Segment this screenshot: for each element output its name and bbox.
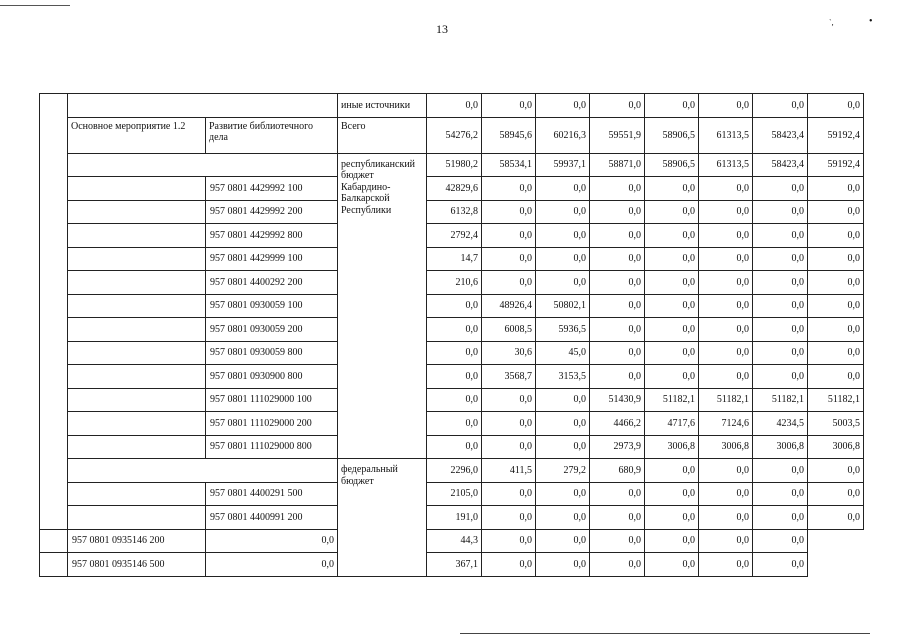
empty-cell xyxy=(68,459,338,483)
value-cell: 0,0 xyxy=(645,506,699,530)
value-cell: 5003,5 xyxy=(808,412,864,436)
value-cell: 210,6 xyxy=(427,271,482,295)
left-margin-cell xyxy=(40,94,68,530)
value-cell: 0,0 xyxy=(753,271,808,295)
value-cell: 0,0 xyxy=(645,482,699,506)
value-cell: 3568,7 xyxy=(482,365,536,389)
value-cell: 42829,6 xyxy=(427,177,482,201)
value-cell: 60216,3 xyxy=(536,117,590,153)
value-cell: 51182,1 xyxy=(753,388,808,412)
value-cell: 51430,9 xyxy=(590,388,645,412)
value-cell: 58906,5 xyxy=(645,117,699,153)
value-cell: 0,0 xyxy=(482,482,536,506)
value-cell: 411,5 xyxy=(482,459,536,483)
value-cell: 0,0 xyxy=(536,435,590,459)
empty-cell xyxy=(68,94,338,118)
budget-code-cell: 957 0801 4400292 200 xyxy=(206,271,338,295)
value-cell: 0,0 xyxy=(590,529,645,553)
value-cell: 45,0 xyxy=(536,341,590,365)
value-cell: 0,0 xyxy=(482,224,536,248)
value-cell: 0,0 xyxy=(699,506,753,530)
funding-source-cell: иные источники xyxy=(338,94,427,118)
value-cell: 58534,1 xyxy=(482,153,536,177)
value-cell: 0,0 xyxy=(808,247,864,271)
value-cell: 0,0 xyxy=(482,388,536,412)
table-row xyxy=(40,412,864,436)
value-cell: 0,0 xyxy=(753,94,808,118)
value-cell: 0,0 xyxy=(482,529,536,553)
empty-cell xyxy=(68,341,206,365)
table-row xyxy=(40,318,864,342)
value-cell: 0,0 xyxy=(427,412,482,436)
value-cell: 0,0 xyxy=(808,294,864,318)
budget-code-cell: 957 0801 111029000 200 xyxy=(206,412,338,436)
value-cell: 0,0 xyxy=(753,200,808,224)
table-row xyxy=(40,388,864,412)
value-cell: 0,0 xyxy=(536,271,590,295)
value-cell: 54276,2 xyxy=(427,117,482,153)
value-cell: 0,0 xyxy=(645,529,699,553)
empty-cell xyxy=(68,200,206,224)
scan-bottom-rule xyxy=(460,633,870,634)
scan-mark: • xyxy=(869,16,873,27)
value-cell: 14,7 xyxy=(427,247,482,271)
value-cell: 6132,8 xyxy=(427,200,482,224)
value-cell: 0,0 xyxy=(808,271,864,295)
table-row xyxy=(40,247,864,271)
value-cell: 3153,5 xyxy=(536,365,590,389)
value-cell: 0,0 xyxy=(206,553,338,577)
table-row xyxy=(40,153,864,177)
value-cell: 0,0 xyxy=(699,365,753,389)
budget-code-cell: 957 0801 4400291 500 xyxy=(206,482,338,506)
value-cell: 58906,5 xyxy=(645,153,699,177)
value-cell: 0,0 xyxy=(753,506,808,530)
value-cell: 0,0 xyxy=(645,365,699,389)
value-cell: 51182,1 xyxy=(699,388,753,412)
value-cell: 0,0 xyxy=(808,224,864,248)
value-cell: 59551,9 xyxy=(590,117,645,153)
activity-title-cell: Основное мероприятие 1.2 xyxy=(68,117,206,153)
value-cell: 0,0 xyxy=(753,341,808,365)
activity-name-cell: Развитие библиотечного дела xyxy=(206,117,338,153)
value-cell: 51980,2 xyxy=(427,153,482,177)
table-row xyxy=(40,271,864,295)
budget-code-cell: 957 0801 0930900 800 xyxy=(206,365,338,389)
table-row xyxy=(40,294,864,318)
value-cell: 279,2 xyxy=(536,459,590,483)
value-cell: 0,0 xyxy=(482,506,536,530)
value-cell: 0,0 xyxy=(590,224,645,248)
value-cell: 0,0 xyxy=(808,341,864,365)
value-cell: 30,6 xyxy=(482,341,536,365)
value-cell: 58423,4 xyxy=(753,117,808,153)
value-cell: 44,3 xyxy=(427,529,482,553)
value-cell: 2105,0 xyxy=(427,482,482,506)
value-cell: 4466,2 xyxy=(590,412,645,436)
value-cell: 51182,1 xyxy=(645,388,699,412)
empty-cell xyxy=(40,529,68,553)
empty-cell xyxy=(68,153,338,177)
value-cell: 0,0 xyxy=(699,318,753,342)
value-cell: 0,0 xyxy=(590,247,645,271)
value-cell: 51182,1 xyxy=(808,388,864,412)
value-cell: 0,0 xyxy=(753,529,808,553)
empty-cell xyxy=(68,224,206,248)
value-cell: 0,0 xyxy=(536,412,590,436)
value-cell: 0,0 xyxy=(536,224,590,248)
value-cell: 0,0 xyxy=(808,365,864,389)
value-cell: 0,0 xyxy=(482,200,536,224)
value-cell: 58871,0 xyxy=(590,153,645,177)
value-cell: 7124,6 xyxy=(699,412,753,436)
empty-cell xyxy=(68,318,206,342)
value-cell: 0,0 xyxy=(645,224,699,248)
empty-cell xyxy=(68,506,206,530)
value-cell: 0,0 xyxy=(753,247,808,271)
value-cell: 0,0 xyxy=(753,177,808,201)
value-cell: 0,0 xyxy=(699,94,753,118)
value-cell: 0,0 xyxy=(808,318,864,342)
table-row xyxy=(40,341,864,365)
value-cell: 0,0 xyxy=(206,529,338,553)
value-cell: 191,0 xyxy=(427,506,482,530)
value-cell: 0,0 xyxy=(590,177,645,201)
value-cell: 0,0 xyxy=(645,459,699,483)
value-cell: 0,0 xyxy=(427,435,482,459)
value-cell: 0,0 xyxy=(699,177,753,201)
value-cell: 0,0 xyxy=(645,247,699,271)
budget-code-cell: 957 0801 111029000 100 xyxy=(206,388,338,412)
budget-code-cell: 957 0801 0935146 200 xyxy=(68,529,206,553)
value-cell: 4234,5 xyxy=(753,412,808,436)
value-cell: 0,0 xyxy=(536,529,590,553)
value-cell: 367,1 xyxy=(427,553,482,577)
table-row xyxy=(40,459,864,483)
value-cell: 0,0 xyxy=(808,459,864,483)
value-cell: 680,9 xyxy=(590,459,645,483)
value-cell: 0,0 xyxy=(645,318,699,342)
empty-cell xyxy=(68,177,206,201)
value-cell: 0,0 xyxy=(753,294,808,318)
value-cell: 58945,6 xyxy=(482,117,536,153)
value-cell: 0,0 xyxy=(482,94,536,118)
budget-code-cell: 957 0801 0930059 200 xyxy=(206,318,338,342)
empty-cell xyxy=(68,435,206,459)
value-cell: 0,0 xyxy=(590,553,645,577)
value-cell: 0,0 xyxy=(753,553,808,577)
value-cell: 0,0 xyxy=(536,94,590,118)
value-cell: 0,0 xyxy=(645,271,699,295)
value-cell: 0,0 xyxy=(590,94,645,118)
value-cell: 0,0 xyxy=(427,94,482,118)
empty-cell xyxy=(68,247,206,271)
budget-code-cell: 957 0801 0930059 100 xyxy=(206,294,338,318)
value-cell: 0,0 xyxy=(699,341,753,365)
value-cell: 61313,5 xyxy=(699,117,753,153)
value-cell: 0,0 xyxy=(590,482,645,506)
value-cell: 5936,5 xyxy=(536,318,590,342)
value-cell: 0,0 xyxy=(808,200,864,224)
scan-mark: `, xyxy=(829,18,834,27)
value-cell: 0,0 xyxy=(590,271,645,295)
value-cell: 59192,4 xyxy=(808,153,864,177)
value-cell: 0,0 xyxy=(590,200,645,224)
value-cell: 0,0 xyxy=(699,553,753,577)
value-cell: 0,0 xyxy=(482,553,536,577)
table-row xyxy=(40,482,864,506)
page-number: 13 xyxy=(436,22,448,36)
table-row xyxy=(40,506,864,530)
funding-source-cell: республиканский бюджет Кабардино-Балкарской Республики xyxy=(338,153,427,459)
table-row xyxy=(40,529,864,553)
value-cell: 0,0 xyxy=(699,224,753,248)
value-cell: 6008,5 xyxy=(482,318,536,342)
value-cell: 61313,5 xyxy=(699,153,753,177)
table-row xyxy=(40,435,864,459)
budget-code-cell: 957 0801 4429999 100 xyxy=(206,247,338,271)
value-cell: 0,0 xyxy=(427,318,482,342)
value-cell: 0,0 xyxy=(427,341,482,365)
value-cell: 4717,6 xyxy=(645,412,699,436)
value-cell: 48926,4 xyxy=(482,294,536,318)
budget-code-cell: 957 0801 4429992 800 xyxy=(206,224,338,248)
value-cell: 0,0 xyxy=(808,94,864,118)
table-row xyxy=(40,94,864,118)
value-cell: 0,0 xyxy=(590,341,645,365)
value-cell: 0,0 xyxy=(482,271,536,295)
value-cell: 0,0 xyxy=(753,482,808,506)
value-cell: 0,0 xyxy=(645,177,699,201)
value-cell: 3006,8 xyxy=(753,435,808,459)
value-cell: 0,0 xyxy=(699,247,753,271)
empty-cell xyxy=(68,271,206,295)
value-cell: 0,0 xyxy=(699,459,753,483)
value-cell: 0,0 xyxy=(482,435,536,459)
empty-cell xyxy=(68,482,206,506)
value-cell: 0,0 xyxy=(753,365,808,389)
value-cell: 59192,4 xyxy=(808,117,864,153)
value-cell: 0,0 xyxy=(536,482,590,506)
table-row xyxy=(40,365,864,389)
value-cell: 0,0 xyxy=(753,459,808,483)
empty-cell xyxy=(68,365,206,389)
value-cell: 0,0 xyxy=(699,200,753,224)
budget-code-cell: 957 0801 111029000 800 xyxy=(206,435,338,459)
value-cell: 0,0 xyxy=(536,553,590,577)
value-cell: 2296,0 xyxy=(427,459,482,483)
value-cell: 0,0 xyxy=(699,294,753,318)
budget-code-cell: 957 0801 0935146 500 xyxy=(68,553,206,577)
value-cell: 0,0 xyxy=(645,553,699,577)
value-cell: 50802,1 xyxy=(536,294,590,318)
value-cell: 0,0 xyxy=(699,271,753,295)
value-cell: 3006,8 xyxy=(808,435,864,459)
table-row xyxy=(40,200,864,224)
value-cell: 0,0 xyxy=(536,247,590,271)
budget-code-cell: 957 0801 0930059 800 xyxy=(206,341,338,365)
budget-code-cell: 957 0801 4429992 100 xyxy=(206,177,338,201)
value-cell: 0,0 xyxy=(699,529,753,553)
value-cell: 0,0 xyxy=(536,200,590,224)
table-row xyxy=(40,224,864,248)
empty-cell xyxy=(68,294,206,318)
total-label-cell: Всего xyxy=(338,117,427,153)
value-cell: 58423,4 xyxy=(753,153,808,177)
value-cell: 0,0 xyxy=(536,388,590,412)
value-cell: 0,0 xyxy=(590,318,645,342)
value-cell: 0,0 xyxy=(590,294,645,318)
table-row xyxy=(40,177,864,201)
value-cell: 0,0 xyxy=(753,318,808,342)
value-cell: 0,0 xyxy=(590,506,645,530)
value-cell: 0,0 xyxy=(808,482,864,506)
empty-cell xyxy=(68,388,206,412)
value-cell: 0,0 xyxy=(753,224,808,248)
value-cell: 0,0 xyxy=(645,341,699,365)
table-row xyxy=(40,117,864,153)
value-cell: 0,0 xyxy=(808,506,864,530)
value-cell: 0,0 xyxy=(536,506,590,530)
scan-top-rule xyxy=(0,5,70,6)
table-row xyxy=(40,553,864,577)
value-cell: 0,0 xyxy=(482,177,536,201)
value-cell: 3006,8 xyxy=(645,435,699,459)
value-cell: 0,0 xyxy=(427,294,482,318)
value-cell: 0,0 xyxy=(427,365,482,389)
value-cell: 3006,8 xyxy=(699,435,753,459)
value-cell: 0,0 xyxy=(482,247,536,271)
empty-cell xyxy=(40,553,68,577)
value-cell: 0,0 xyxy=(590,365,645,389)
value-cell: 0,0 xyxy=(808,177,864,201)
budget-code-cell: 957 0801 4429992 200 xyxy=(206,200,338,224)
value-cell: 0,0 xyxy=(645,200,699,224)
value-cell: 0,0 xyxy=(427,388,482,412)
value-cell: 0,0 xyxy=(482,412,536,436)
value-cell: 2973,9 xyxy=(590,435,645,459)
value-cell: 0,0 xyxy=(645,294,699,318)
budget-table xyxy=(39,93,864,577)
value-cell: 0,0 xyxy=(645,94,699,118)
empty-cell xyxy=(68,412,206,436)
value-cell: 2792,4 xyxy=(427,224,482,248)
value-cell: 0,0 xyxy=(699,482,753,506)
value-cell: 0,0 xyxy=(536,177,590,201)
funding-source-cell: федеральный бюджет xyxy=(338,459,427,577)
value-cell: 59937,1 xyxy=(536,153,590,177)
budget-code-cell: 957 0801 4400991 200 xyxy=(206,506,338,530)
